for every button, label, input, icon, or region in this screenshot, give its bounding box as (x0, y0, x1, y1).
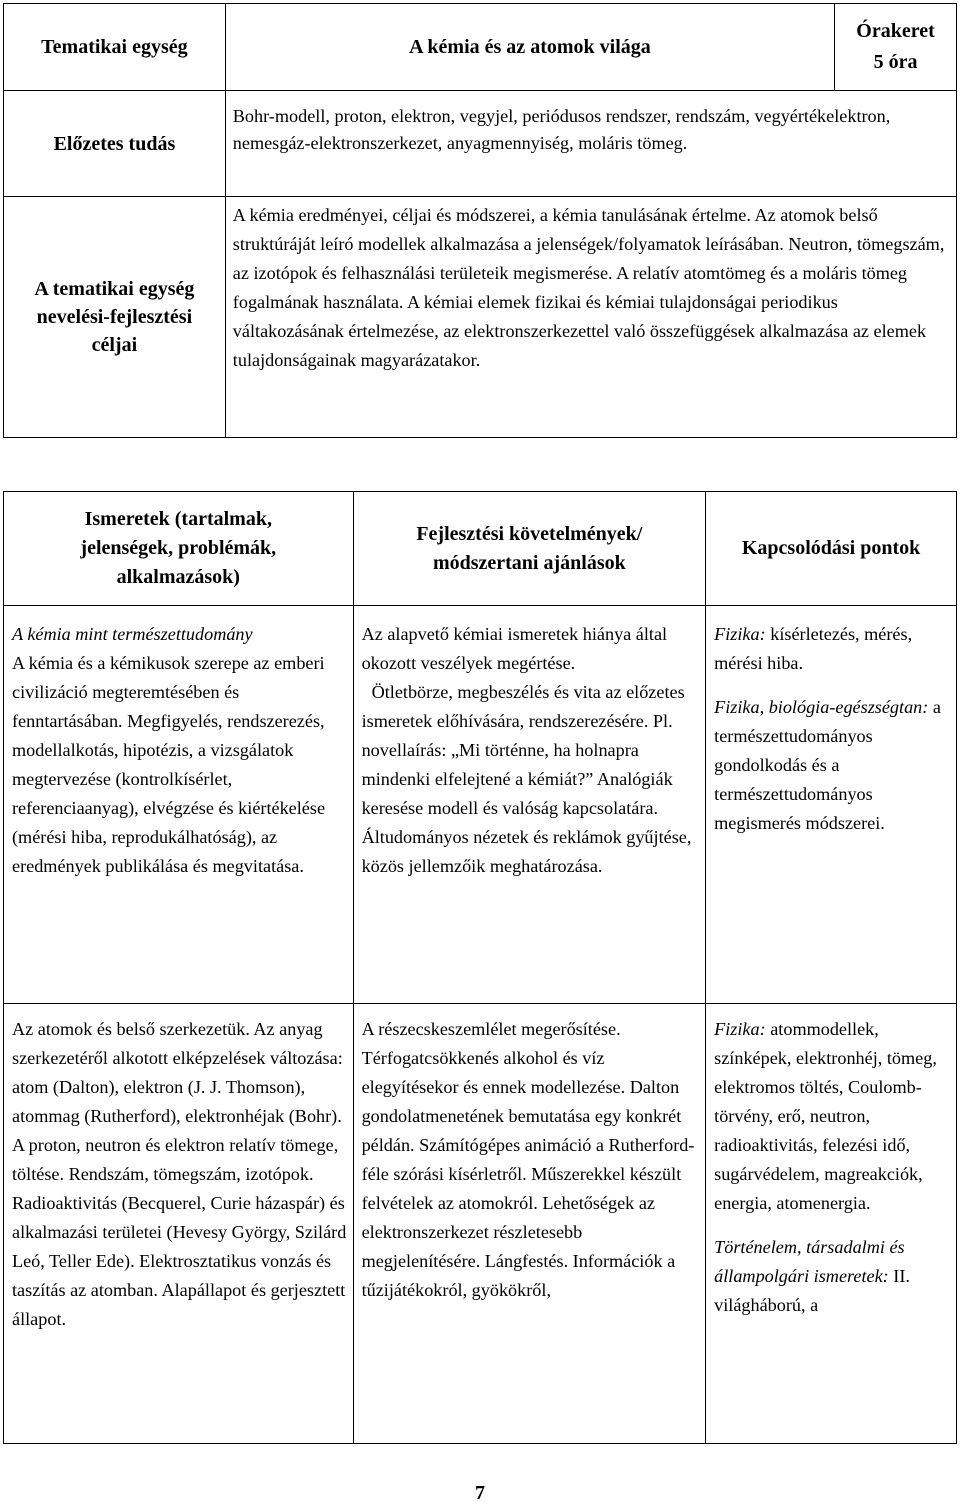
row1-links (706, 606, 957, 1004)
prior-knowledge-label: Előzetes tudás (4, 91, 226, 197)
goals-label-line2: nevelési-fejlesztési (36, 306, 193, 328)
row2-links (706, 1004, 957, 1444)
column-header-knowledge (4, 492, 354, 606)
row1-knowledge-title: A kémia mint természettudomány (12, 624, 253, 644)
row1-dev-paragraph2: Ötletbörze, megbeszélés és vita az előzetes ismeretek előhívására, rendszerezésére. Pl. novellaírás: „Mi történne, ha holnapra mindenki elfelejtené a kémiát?” Analógiák keresése modell és valóság kapcsolatára. Áltudományos nézetek és reklámok gyűjtése, közös jellemzőik meghatározása. (361, 682, 692, 876)
row2-dev-text: A részecskeszemlélet megerősítése. Térfogatcsökkenés alkohol és víz elegyítésekor és ennek modellezése. Dalton gondolatmenetének bemutatása egy konkrét példán. Számítógépes animáció a Rutherford-féle szórási kísérletről. Műszerekkel készült felvételek az atomokról. Lehetőségek az elektronszerkezet részletesebb megjelenítésére. Lángfestés. Információk a tűzijátékokról, gyökökről, (361, 1019, 695, 1300)
goals-label-line3: céljai (91, 334, 138, 356)
row1-dev-paragraph1: Az alapvető kémiai ismeretek hiánya által okozott veszélyek megértése. (361, 624, 668, 673)
row2-link1-text: atommodellek, színképek, elektronhéj, tömeg, elektromos töltés, Coulomb-törvény, erő, neutron, radioaktivitás, felezési idő, sugárvédelem, magreakciók, energia, atomenergia. (714, 1019, 937, 1213)
row2-development (353, 1004, 706, 1444)
goals-label-line1: A tematikai egység (34, 278, 195, 300)
column-header-knowledge-line2: jelenségek, problémák, (80, 537, 277, 559)
header-hours-value: 5 óra (873, 51, 918, 73)
column-header-knowledge-line3: alkalmazások) (116, 566, 240, 588)
row1-knowledge-text: A kémia és a kémikusok szerepe az emberi civilizáció megteremtésében és fenntartásában. Megfigyelés, rendszerezés, modellalkotás, hipotézis, a vizsgálatok megtervezése (kontrolkísérlet, referenciaanyag), elvégzése és kiértékelése (mérési hiba, reprodukálhatóság), az eredmények publikálása és megvitatása. (12, 653, 326, 876)
row2-link2-text: II. világháború, a (714, 1266, 910, 1315)
row2-knowledge (4, 1004, 354, 1444)
topic-table (3, 3, 957, 438)
row1-link1-text: kísérletezés, mérés, mérési hiba. (714, 624, 913, 673)
goals-label (4, 197, 226, 438)
column-header-development-line1: Fejlesztési követelmények/ (416, 522, 643, 545)
goals-text: A kémia eredményei, céljai és módszerei, a kémia tanulásának értelme. Az atomok belső struktúráját leíró modellek alkalmazása a jelenségek/folyamatok leírásában. Neutron, tömegszám, az izotópok és felhasználási területeik megismerése. A relatív atomtömeg és a moláris tömeg fogalmának használata. A kémiai elemek fizikai és kémiai tulajdonságai periodikus váltakozásának értelmezése, az elektronszerkezettel való összefüggések alkalmazása az elemek tulajdonságainak magyarázatakor. (225, 197, 956, 438)
header-topic-title: A kémia és az atomok világa (225, 4, 834, 91)
header-hours-label: Órakeret (856, 20, 935, 42)
header-hours (835, 4, 957, 91)
row1-development (353, 606, 706, 1004)
column-header-knowledge-line1: Ismeretek (tartalmak, (84, 508, 272, 530)
row2-knowledge-text: Az atomok és belső szerkezetük. Az anyag szerkezetéről alkotott elképzelések változása: atom (Dalton), elektron (J. J. Thomson), atommag (Rutherford), elektronhéjak (Bohr). A proton, neutron és elektron relatív tömege, töltése. Rendszám, tömegszám, izotópok. Radioaktivitás (Becquerel, Curie házaspár) és alkalmazási területei (Hevesy György, Szilárd Leó, Teller Ede). Elektrosztatikus vonzás és taszítás az atomban. Alapállapot és gerjesztett állapot. (12, 1019, 347, 1329)
content-table (3, 491, 957, 1444)
row1-link1-subject: Fizika: (714, 624, 766, 644)
row2-link2-subject: Történelem, társadalmi és állampolgári ismeretek: (714, 1237, 905, 1286)
header-topic-label: Tematikai egység (4, 4, 226, 91)
column-header-development (353, 492, 706, 606)
row1-link2-text: a természettudományos gondolkodás és a természettudományos megismerés módszerei. (714, 697, 941, 833)
column-header-links: Kapcsolódási pontok (706, 492, 957, 606)
prior-knowledge-text: Bohr-modell, proton, elektron, vegyjel, periódusos rendszer, rendszám, vegyértékelektron, nemesgáz-elektronszerkezet, anyagmennyiség, moláris tömeg. (225, 91, 956, 197)
column-header-development-line2: módszertani ajánlások (432, 551, 626, 574)
row1-link2-subject: Fizika, biológia-egészségtan: (714, 697, 929, 717)
row2-link1-subject: Fizika: (714, 1019, 766, 1039)
page-number: 7 (475, 1482, 485, 1504)
row1-knowledge (4, 606, 354, 1004)
